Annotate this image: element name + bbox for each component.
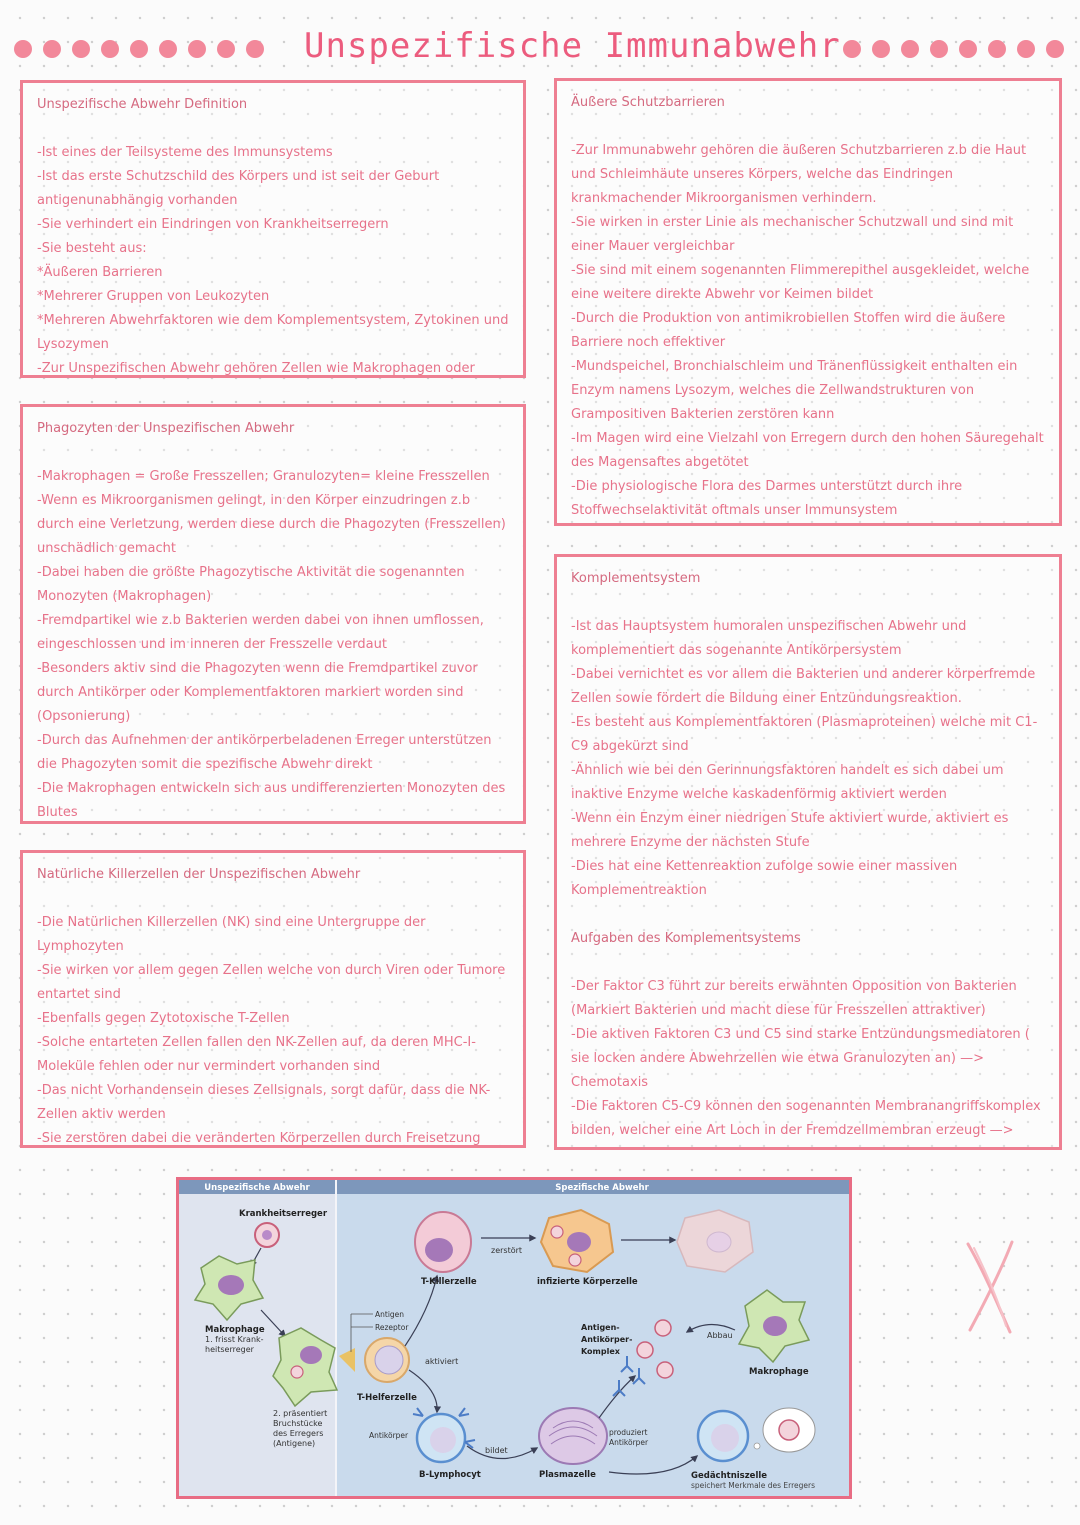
label-rezeptor: Rezeptor (375, 1323, 409, 1332)
phagocytes-line: -Die Makrophagen entwickeln sich aus undifferenzierten Monozyten des Blutes (37, 781, 506, 820)
t-helper-cell-icon (365, 1338, 409, 1382)
label-krankheitserreger: Krankheitserreger (238, 1209, 328, 1219)
label-b-lymphocyt: B-Lymphocyt (419, 1470, 481, 1480)
label-zerstoert: zerstört (491, 1246, 523, 1255)
phagocytes-line: -Durch das Aufnehmen der antikörperbeladenen Erreger unterstützen die Phagozyten somit die spezifische Abwehr direkt (37, 733, 492, 772)
label-step2c: des Erregers (273, 1429, 324, 1438)
label-infizierte: infizierte Körperzelle (537, 1277, 638, 1287)
complement-line: -Ist das Hauptsystem humoralen unspezifischen Abwehr und komplementiert das sogenannte Antikörpersystem (571, 619, 967, 658)
phagocytes-heading: Phagozyten der Unspezifischen Abwehr (37, 421, 295, 436)
definition-heading: Unspezifische Abwehr Definition (37, 97, 248, 112)
phagocytes-box (20, 404, 526, 824)
label-komplex2: Antikörper- (581, 1335, 633, 1344)
nk-line: -Sie zerstören dabei die veränderten Körperzellen durch Freisetzung (37, 1131, 481, 1146)
phagocytes-line: -Wenn es Mikroorganismen gelingt, in den Körper einzudringen z.b durch eine Verletzung, werden diese durch die Phagozyten (Fresszellen) unschädlich gemacht (37, 493, 506, 556)
phagocytes-line: -Fremdpartikel wie z.b Bakterien werden dabei von ihnen umflossen, eingeschlossen und im inneren der Fresszelle verdaut (37, 613, 484, 652)
label-abbau: Abbau (707, 1331, 733, 1340)
decorative-dots-left (14, 40, 264, 58)
label-makrophage: Makrophage (205, 1325, 265, 1335)
complement-sub-line: -Der Faktor C3 führt zur bereits erwähnten Opposition von Bakterien (Markiert Bakterien und macht diese für Fresszellen attraktiver) (571, 979, 1017, 1018)
barriers-line: -Im Magen wird eine Vielzahl von Erregern durch den hohen Säuregehalt des Magensaftes abgetötet (571, 431, 1044, 470)
phagocytes-line: -Dabei haben die größte Phagozytische Aktivität die sogenannten Monozyten (Makrophagen) (37, 565, 465, 604)
barriers-line: -Durch die Produktion von antimikrobiellen Stoffen wird die äußere Barriere noch effektiver (571, 311, 1006, 350)
cross-mark-icon (962, 1238, 1018, 1338)
nk-cells-box (20, 850, 526, 1148)
plasma-cell-icon (539, 1408, 607, 1464)
label-gedaechtnis: Gedächtniszelle (691, 1471, 768, 1481)
label-makrophage-2: Makrophage (749, 1367, 809, 1377)
page-title: Unspezifische Immunabwehr (304, 26, 841, 66)
label-gedaechtnis-sub: speichert Merkmale des Erregers (691, 1481, 816, 1490)
definition-line: -Zur Unspezifischen Abwehr gehören Zellen wie Makrophagen oder (37, 361, 475, 376)
title-row (0, 22, 1080, 78)
label-aktiviert: aktiviert (425, 1357, 459, 1366)
definition-line: *Mehrerer Gruppen von Leukozyten (37, 289, 270, 304)
complement-heading: Komplementsystem (571, 571, 701, 586)
complement-box (554, 554, 1062, 1150)
definition-line: *Mehreren Abwehrfaktoren wie dem Komplementsystem, Zytokinen und Lysozymen (37, 313, 509, 352)
definition-line: -Ist das erste Schutzschild des Körpers und ist seit der Geburt antigenunabhängig vorhanden (37, 169, 440, 208)
complement-line: -Dies hat eine Kettenreaktion zufolge sowie einer massiven Komplementreaktion (571, 859, 958, 898)
complement-subheading: Aufgaben des Komplementsystems (571, 931, 801, 946)
definition-box (20, 80, 526, 378)
label-komplex3: Komplex (581, 1347, 620, 1356)
label-t-helfer: T-Helferzelle (357, 1393, 417, 1403)
complement-line: -Wenn ein Enzym einer niedrigen Stufe aktiviert wurde, aktiviert es mehrere Enzyme der nächsten Stufe (571, 811, 1009, 850)
label-komplex1: Antigen- (581, 1323, 620, 1332)
diagram-svg (179, 1180, 849, 1496)
barriers-heading: Äußere Schutzbarrieren (571, 95, 725, 110)
complement-line: -Ähnlich wie bei den Gerinnungsfaktoren handelt es sich dabei um inaktive Enzyme welche kaskadenförmig aktiviert werden (571, 763, 1004, 802)
nk-line: -Die Natürlichen Killerzellen (NK) sind eine Untergruppe der Lymphozyten (37, 915, 426, 954)
phagocytes-line: -Makrophagen = Große Fresszellen; Granulozyten= kleine Fresszellen (37, 469, 490, 484)
label-t-killer: T-Killerzelle (421, 1277, 477, 1287)
definition-line: -Ist eines der Teilsysteme des Immunsystems (37, 145, 333, 160)
header-specific: Spezifische Abwehr (555, 1183, 649, 1193)
phagocytes-line: -Besonders aktiv sind die Phagozyten wenn die Fremdpartikel zuvor durch Antikörper oder Komplementfaktoren markiert worden sind (Opsonierung) (37, 661, 478, 724)
definition-line: -Sie verhindert ein Eindringen von Krankheitserregern (37, 217, 389, 232)
label-antigen: Antigen (375, 1310, 405, 1319)
barriers-line: -Sie wirken in erster Linie als mechanischer Schutzwall und sind mit einer Mauer vergleichbar (571, 215, 1014, 254)
label-bildet: bildet (485, 1446, 508, 1455)
complement-sub-line: -Die aktiven Faktoren C3 und C5 sind starke Entzündungsmediatoren ( sie locken andere Abwehrzellen wie etwa Granulozyten an) —> Chemotaxis (571, 1027, 1030, 1090)
barriers-line: -Sie sind mit einem sogenannten Flimmerepithel ausgekleidet, welche eine weitere direkte Abwehr vor Keimen bildet (571, 263, 1030, 302)
barriers-line: -Die physiologische Flora des Darmes unterstützt durch ihre Stoffwechselaktivität oftmals unser Immunsystem (571, 479, 963, 518)
complement-line: -Dabei vernichtet es vor allem die Bakterien und anderer körperfremde Zellen sowie fördert die Bildung einer Entzündungsreaktion. (571, 667, 1036, 706)
barriers-line: -Mundspeichel, Bronchialschleim und Tränenflüssigkeit enthalten ein Enzym namens Lysozym, welches die Zellwandstrukturen von Grampositiven Bakterien zerstören kann (571, 359, 1018, 422)
definition-line: *Äußeren Barrieren (37, 265, 163, 280)
label-produziert2: Antikörper (609, 1438, 649, 1447)
label-antikoerper: Antikörper (369, 1431, 409, 1440)
definition-line: -Sie besteht aus: (37, 241, 147, 256)
label-step1a: 1. frisst Krank- (205, 1335, 264, 1344)
label-produziert1: produziert (609, 1428, 648, 1437)
header-unspecific: Unspezifische Abwehr (204, 1183, 310, 1193)
label-step2d: (Antigene) (273, 1439, 316, 1448)
pathogen-icon (255, 1223, 279, 1247)
barriers-line: -Zur Immunabwehr gehören die äußeren Schutzbarrieren z.b die Haut und Schleimhäute unseres Körpers, welche das Eindringen krankmachender Mikroorganismen verhindern. (571, 143, 1027, 206)
label-plasmazelle: Plasmazelle (539, 1470, 596, 1480)
macrophage-nucleus (218, 1275, 244, 1295)
label-step2b: Bruchstücke (273, 1419, 323, 1428)
label-step2a: 2. präsentiert (273, 1409, 328, 1418)
complement-line: -Es besteht aus Komplementfaktoren (Plasmaproteinen) welche mit C1-C9 abgekürzt sind (571, 715, 1038, 754)
nk-line: -Sie wirken vor allem gegen Zellen welche von durch Viren oder Tumore entartet sind (37, 963, 506, 1002)
nk-line: -Das nicht Vorhandensein dieses Zellsignals, sorgt dafür, dass die NK-Zellen aktiv werden (37, 1083, 491, 1122)
nk-line: -Ebenfalls gegen Zytotoxische T-Zellen (37, 1011, 290, 1026)
t-killer-cell-icon (415, 1212, 471, 1272)
immune-response-diagram (176, 1177, 852, 1499)
label-step1b: heitserreger (205, 1345, 254, 1354)
barriers-box (554, 78, 1062, 526)
complement-sub-line: -Die Faktoren C5-C9 können den sogenannten Membranangriffskomplex bilden, welcher eine Art Loch in der Fremdzellmembran erzeugt —> (571, 1099, 1041, 1138)
decorative-dots-right (843, 40, 1064, 58)
nk-heading: Natürliche Killerzellen der Unspezifischen Abwehr (37, 867, 361, 882)
nk-line: -Solche entarteten Zellen fallen den NK-Zellen auf, da deren MHC-I-Moleküle fehlen oder nur vermindert vorhanden sind (37, 1035, 476, 1074)
